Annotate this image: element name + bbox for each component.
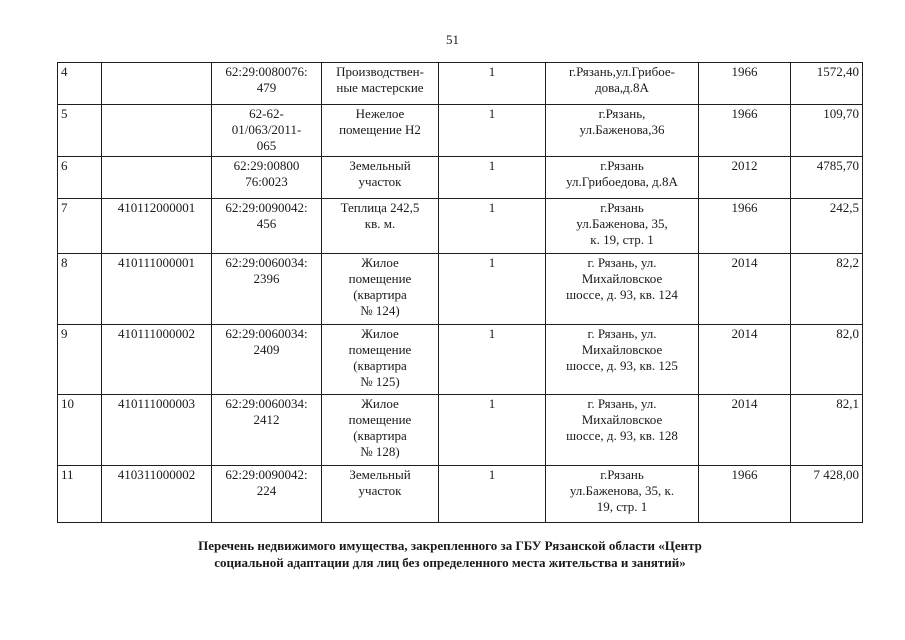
cell-object-name xyxy=(322,157,439,199)
cell-line: Теплица 242,5 xyxy=(340,200,420,215)
cell-year: 1966 xyxy=(699,105,791,157)
cell-line: Михайловское xyxy=(581,412,663,427)
cell-area: 82,1 xyxy=(791,395,863,466)
caption-line: Перечень недвижимого имущества, закрепленного за ГБУ Рязанской области «Центр xyxy=(198,538,702,553)
table-row xyxy=(58,325,863,395)
page-number: 51 xyxy=(446,32,459,47)
cell-line: шоссе, д. 93, кв. 124 xyxy=(566,287,678,302)
cell-row-number: 5 xyxy=(58,105,102,157)
cell-area: 82,0 xyxy=(791,325,863,395)
cell-line: № 124) xyxy=(360,303,400,318)
cell-year: 2012 xyxy=(699,157,791,199)
cell-line: Земельный xyxy=(349,158,411,173)
cell-quantity: 1 xyxy=(439,157,546,199)
cell-area: 1572,40 xyxy=(791,63,863,105)
cell-line: 62:29:00800 xyxy=(233,158,300,173)
cell-year: 1966 xyxy=(699,199,791,254)
cell-address xyxy=(546,466,699,523)
cell-line: 62:29:0060034: xyxy=(225,255,308,270)
cell-address xyxy=(546,157,699,199)
cell-object-name xyxy=(322,199,439,254)
caption-line: социальной адаптации для лиц без определенного места жительства и занятий» xyxy=(214,555,686,570)
cell-cadastral-number xyxy=(212,105,322,157)
table-row xyxy=(58,63,863,105)
cell-address xyxy=(546,254,699,325)
cell-line: Жилое xyxy=(361,396,399,411)
cell-line: помещение xyxy=(348,342,412,357)
cell-line: 62:29:0090042: xyxy=(225,200,308,215)
cell-line: 224 xyxy=(256,483,277,498)
cell-line: Жилое xyxy=(361,255,399,270)
cell-quantity: 1 xyxy=(439,325,546,395)
cell-quantity: 1 xyxy=(439,254,546,325)
cell-cadastral-number xyxy=(212,325,322,395)
cell-line: 2412 xyxy=(253,412,280,427)
cell-cadastral-number xyxy=(212,63,322,105)
cell-address xyxy=(546,105,699,157)
table-row xyxy=(58,466,863,523)
cell-inventory-number: 410111000003 xyxy=(102,395,212,466)
cell-object-name xyxy=(322,466,439,523)
cell-year: 2014 xyxy=(699,325,791,395)
cell-inventory-number: 410111000001 xyxy=(102,254,212,325)
cell-line: 62:29:0090042: xyxy=(225,467,308,482)
cell-area: 242,5 xyxy=(791,199,863,254)
cell-object-name xyxy=(322,395,439,466)
cell-inventory-number xyxy=(102,157,212,199)
cell-line: 2396 xyxy=(253,271,280,286)
cell-row-number: 6 xyxy=(58,157,102,199)
cell-quantity: 1 xyxy=(439,199,546,254)
cell-line: помещение Н2 xyxy=(339,122,421,137)
cell-area: 7 428,00 xyxy=(791,466,863,523)
cell-line: 456 xyxy=(256,216,277,231)
cell-line: № 128) xyxy=(360,444,400,459)
cell-year: 1966 xyxy=(699,466,791,523)
cell-line: помещение xyxy=(348,271,412,286)
table-row xyxy=(58,395,863,466)
cell-year: 2014 xyxy=(699,395,791,466)
cell-line: ул.Баженова, 35, к. xyxy=(569,483,675,498)
cell-year: 1966 xyxy=(699,63,791,105)
cell-line: 479 xyxy=(256,80,277,95)
cell-row-number: 4 xyxy=(58,63,102,105)
cell-line: (квартира xyxy=(353,358,407,373)
cell-line: Производствен- xyxy=(336,64,424,79)
cell-row-number: 11 xyxy=(58,466,102,523)
cell-line: (квартира xyxy=(353,287,407,302)
cell-object-name xyxy=(322,63,439,105)
cell-cadastral-number xyxy=(212,466,322,523)
table-row xyxy=(58,199,863,254)
table-row xyxy=(58,105,863,157)
cell-cadastral-number xyxy=(212,199,322,254)
cell-line: г. Рязань, ул. xyxy=(587,326,657,341)
cell-line: ные мастерские xyxy=(336,80,424,95)
property-table xyxy=(57,62,863,523)
cell-line: г.Рязань xyxy=(600,200,644,215)
cell-line: г.Рязань xyxy=(600,158,644,173)
cell-line: к. 19, стр. 1 xyxy=(590,232,654,247)
cell-address xyxy=(546,395,699,466)
list-caption xyxy=(100,537,800,571)
cell-row-number: 7 xyxy=(58,199,102,254)
cell-line: участок xyxy=(358,174,402,189)
cell-row-number: 9 xyxy=(58,325,102,395)
cell-inventory-number: 410112000001 xyxy=(102,199,212,254)
cell-row-number: 8 xyxy=(58,254,102,325)
cell-year: 2014 xyxy=(699,254,791,325)
cell-line: № 125) xyxy=(360,374,400,389)
cell-line: 01/063/2011- xyxy=(231,122,302,137)
cell-quantity: 1 xyxy=(439,466,546,523)
cell-object-name xyxy=(322,105,439,157)
table-row xyxy=(58,157,863,199)
cell-line: 62:29:0080076: xyxy=(225,64,308,79)
cell-line: ул.Грибоедова, д.8А xyxy=(566,174,678,189)
cell-line: Михайловское xyxy=(581,342,663,357)
cell-line: ул.Баженова, 35, xyxy=(576,216,668,231)
cell-quantity: 1 xyxy=(439,63,546,105)
cell-cadastral-number xyxy=(212,254,322,325)
cell-line: г. Рязань, ул. xyxy=(587,255,657,270)
cell-area: 109,70 xyxy=(791,105,863,157)
cell-line: 065 xyxy=(256,138,277,153)
cell-line: Нежелое xyxy=(355,106,405,121)
cell-line: Михайловское xyxy=(581,271,663,286)
cell-inventory-number: 410311000002 xyxy=(102,466,212,523)
cell-area: 82,2 xyxy=(791,254,863,325)
cell-line: Жилое xyxy=(361,326,399,341)
cell-object-name xyxy=(322,325,439,395)
cell-object-name xyxy=(322,254,439,325)
cell-line: помещение xyxy=(348,412,412,427)
cell-address xyxy=(546,325,699,395)
cell-line: г.Рязань,ул.Грибое- xyxy=(568,64,676,79)
cell-line: шоссе, д. 93, кв. 125 xyxy=(566,358,678,373)
cell-inventory-number: 410111000002 xyxy=(102,325,212,395)
cell-quantity: 1 xyxy=(439,105,546,157)
cell-area: 4785,70 xyxy=(791,157,863,199)
cell-line: (квартира xyxy=(353,428,407,443)
cell-line: дова,д.8А xyxy=(595,80,649,95)
cell-line: участок xyxy=(358,483,402,498)
cell-line: 2409 xyxy=(253,342,280,357)
cell-row-number: 10 xyxy=(58,395,102,466)
cell-line: кв. м. xyxy=(364,216,396,231)
cell-line: 62:29:0060034: xyxy=(225,396,308,411)
cell-inventory-number xyxy=(102,105,212,157)
cell-line: 19, стр. 1 xyxy=(596,499,648,514)
table-row xyxy=(58,254,863,325)
cell-line: 62:29:0060034: xyxy=(225,326,308,341)
cell-address xyxy=(546,63,699,105)
cell-line: Земельный xyxy=(349,467,411,482)
cell-line: г.Рязань, xyxy=(598,106,646,121)
table-body xyxy=(58,63,863,523)
cell-inventory-number xyxy=(102,63,212,105)
cell-line: 76:0023 xyxy=(245,174,288,189)
cell-cadastral-number xyxy=(212,157,322,199)
cell-line: г. Рязань, ул. xyxy=(587,396,657,411)
cell-line: ул.Баженова,36 xyxy=(579,122,665,137)
cell-address xyxy=(546,199,699,254)
cell-quantity: 1 xyxy=(439,395,546,466)
cell-cadastral-number xyxy=(212,395,322,466)
cell-line: шоссе, д. 93, кв. 128 xyxy=(566,428,678,443)
cell-line: 62-62- xyxy=(249,106,284,121)
cell-line: г.Рязань xyxy=(600,467,644,482)
